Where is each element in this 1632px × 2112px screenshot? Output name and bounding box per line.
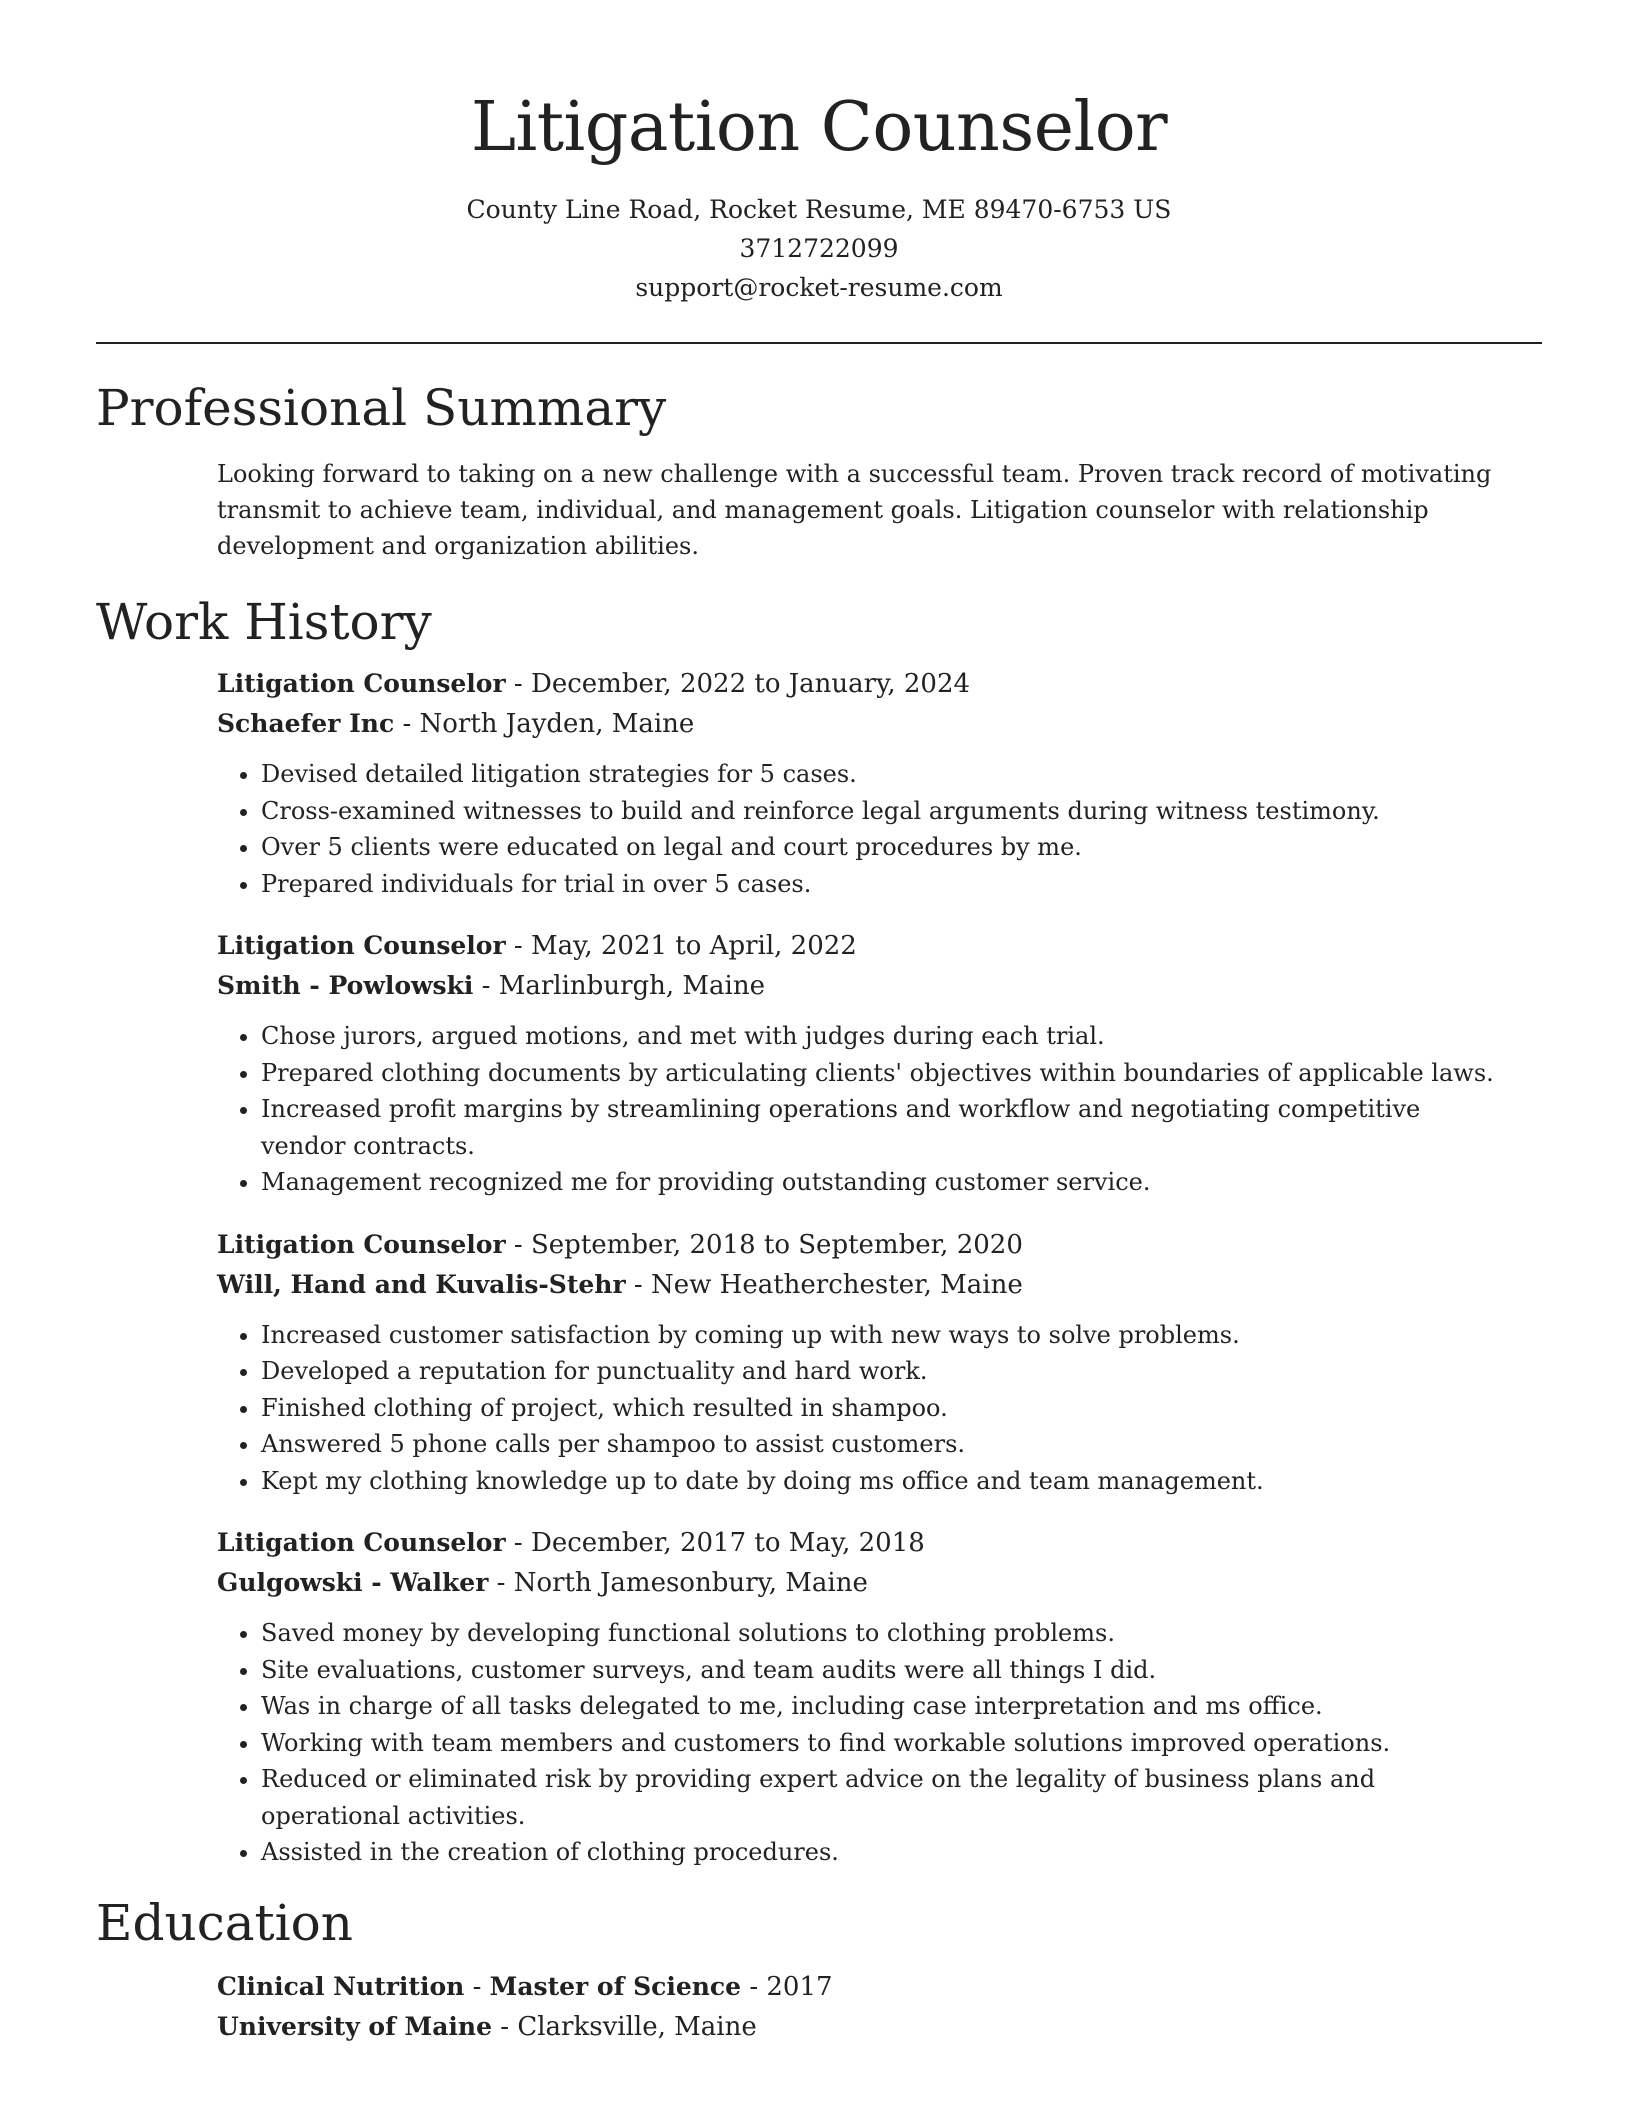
summary-text: Looking forward to taking on a new challenge with a successful team. Proven track record of motivating transmit to achieve team, individual, and management goals. Litigation counselor with relationship development and organization abilities. (217, 460, 1492, 560)
job-title-line: Litigation Counselor - September, 2018 to September, 2020 (217, 1229, 1023, 1260)
job-bullet: • Finished clothing of project, which resulted in shampoo. (261, 1390, 1511, 1427)
job-bullet: • Cross-examined witnesses to build and reinforce legal arguments during witness testimony. (261, 793, 1511, 830)
job-company-line: Schaefer Inc - North Jayden, Maine (217, 709, 695, 739)
job-location: North Jamesonbury, Maine (513, 1568, 868, 1598)
contact-block (96, 190, 1542, 307)
education-degree: Master of Science (489, 1971, 742, 2001)
job-bullet: • Site evaluations, customer surveys, and team audits were all things I did. (261, 1652, 1511, 1689)
contact-address: County Line Road, Rocket Resume, ME 89470-6753 US (466, 195, 1172, 224)
job-dates: September, 2018 to September, 2020 (530, 1229, 1023, 1260)
job-bullet: • Was in charge of all tasks delegated to me, including case interpretation and ms office. (261, 1688, 1511, 1725)
header-divider (96, 342, 1542, 344)
job-title-line: Litigation Counselor - December, 2017 to May, 2018 (217, 1528, 925, 1558)
job-role: Litigation Counselor (217, 1528, 506, 1557)
job-title-line: Litigation Counselor - May, 2021 to April, 2022 (217, 931, 857, 961)
job-bullet: • Answered 5 phone calls per shampoo to assist customers. (261, 1426, 1511, 1463)
job-location: North Jayden, Maine (419, 709, 695, 739)
education-school-line: University of Maine - Clarksville, Maine (217, 2011, 757, 2042)
job-bullet: • Prepared clothing documents by articulating clients' objectives within boundaries of applicable laws. (261, 1055, 1511, 1092)
job-entry (217, 1523, 1542, 1871)
job-title-line: Litigation Counselor - December, 2022 to January, 2024 (217, 669, 971, 699)
job-bullet: • Saved money by developing functional solutions to clothing problems. (261, 1615, 1511, 1652)
education-location: Clarksville, Maine (517, 2011, 757, 2042)
job-dates: December, 2022 to January, 2024 (530, 669, 971, 699)
job-bullets (217, 1317, 1511, 1500)
education-year: 2017 (766, 1971, 833, 2002)
job-bullet: • Increased customer satisfaction by coming up with new ways to solve problems. (261, 1317, 1511, 1354)
job-entry (217, 926, 1542, 1201)
job-role: Litigation Counselor (217, 1229, 506, 1259)
job-company-line: Gulgowski - Walker - North Jamesonbury, Maine (217, 1568, 868, 1598)
job-bullet: • Devised detailed litigation strategies for 5 cases. (261, 756, 1511, 793)
job-company: Will, Hand and Kuvalis-Stehr (217, 1269, 626, 1299)
job-role: Litigation Counselor (217, 669, 506, 698)
job-entry (217, 664, 1542, 902)
job-bullets (217, 1018, 1511, 1201)
education-degree-line: Clinical Nutrition - Master of Science - 2017 (217, 1971, 833, 2002)
job-entry (217, 1225, 1542, 1500)
work-history-heading: Work History (96, 593, 432, 651)
candidate-name: Litigation Counselor (470, 88, 1168, 167)
job-bullet: • Over 5 clients were educated on legal and court procedures by me. (261, 829, 1511, 866)
education-school: University of Maine (217, 2011, 493, 2041)
job-bullet: • Increased profit margins by streamlining operations and workflow and negotiating competitive vendor contracts. (261, 1091, 1511, 1164)
job-location: New Heatherchester, Maine (650, 1269, 1023, 1300)
job-dates: December, 2017 to May, 2018 (530, 1528, 925, 1558)
job-bullet: • Kept my clothing knowledge up to date by doing ms office and team management. (261, 1463, 1511, 1500)
job-company-line: Will, Hand and Kuvalis-Stehr - New Heatherchester, Maine (217, 1269, 1023, 1300)
job-location: Marlinburgh, Maine (498, 971, 765, 1001)
job-bullet: • Assisted in the creation of clothing procedures. (261, 1834, 1511, 1871)
job-bullets (217, 1615, 1511, 1871)
education-field: Clinical Nutrition (217, 1971, 465, 2001)
job-bullet: • Developed a reputation for punctuality and hard work. (261, 1353, 1511, 1390)
job-company: Smith - Powlowski (217, 971, 474, 1000)
work-history-list (217, 664, 1542, 1871)
summary-heading: Professional Summary (96, 379, 667, 437)
job-bullet: • Reduced or eliminated risk by providing expert advice on the legality of business plans and operational activities. (261, 1761, 1511, 1834)
job-bullet: • Prepared individuals for trial in over 5 cases. (261, 866, 1511, 903)
job-company: Gulgowski - Walker (217, 1568, 489, 1597)
resume-page (96, 0, 1542, 2047)
job-bullet: • Working with team members and customers to find workable solutions improved operations. (261, 1725, 1511, 1762)
education-entry (217, 1967, 1542, 2047)
contact-phone: 3712722099 (739, 234, 899, 263)
job-bullets (217, 756, 1511, 902)
job-bullet: • Chose jurors, argued motions, and met with judges during each trial. (261, 1018, 1511, 1055)
education-heading: Education (96, 1893, 353, 1952)
job-bullet: • Management recognized me for providing outstanding customer service. (261, 1164, 1511, 1201)
job-role: Litigation Counselor (217, 931, 506, 960)
contact-email: support@rocket-resume.com (635, 273, 1003, 302)
job-company-line: Smith - Powlowski - Marlinburgh, Maine (217, 971, 765, 1001)
job-dates: May, 2021 to April, 2022 (530, 931, 857, 961)
job-company: Schaefer Inc (217, 709, 395, 738)
